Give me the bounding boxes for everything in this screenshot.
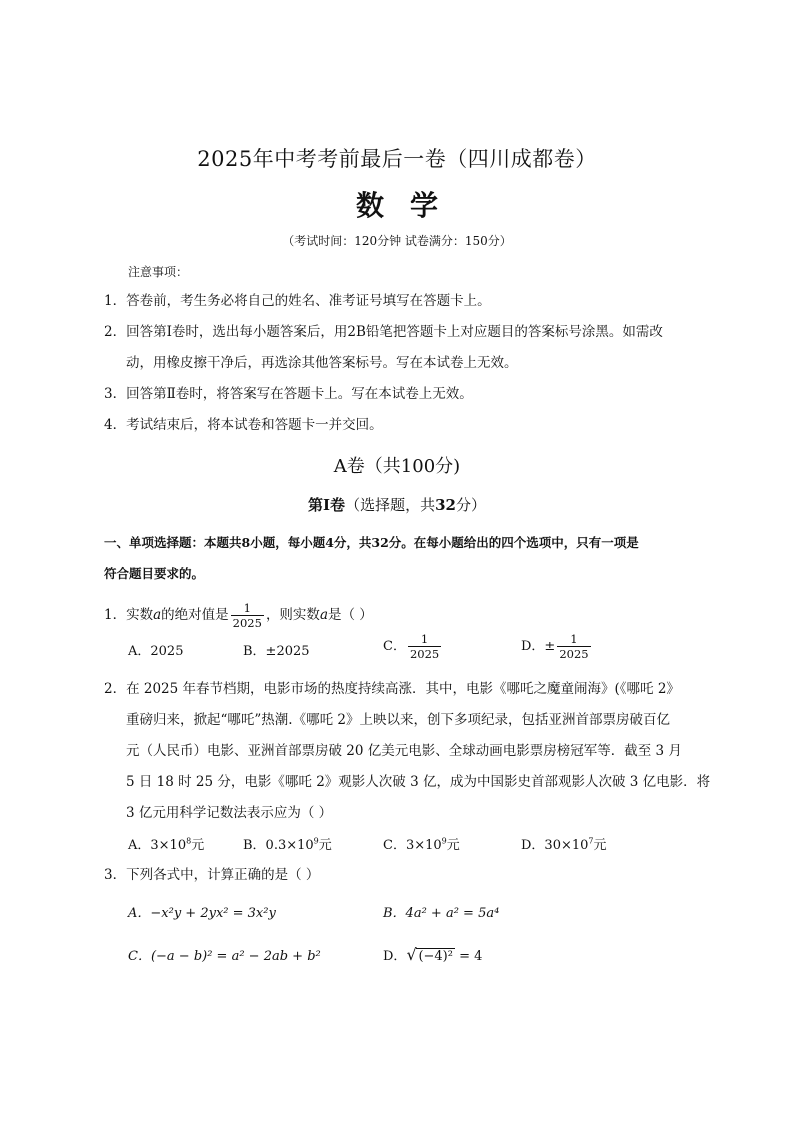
q1-option-a[interactable]: A．2025 xyxy=(128,644,184,659)
q1-mid: 的绝对值是 xyxy=(161,607,229,623)
notice-item-2: 2．回答第Ⅰ卷时，选出每小题答案后，用2B铅笔把答题卡上对应题目的答案标号涂黑。如需改 xyxy=(104,324,663,340)
q1-option-b[interactable]: B．±2025 xyxy=(243,644,310,659)
q2-option-b-unit: 元 xyxy=(318,838,332,853)
exam-title: 2025年中考考前最后一卷（四川成都卷） xyxy=(197,147,597,171)
q2-option-b-exp: 9 xyxy=(313,836,319,846)
section-a-heading: A卷（共100分) xyxy=(333,456,461,477)
exam-meta: （考试时间：120分钟 试卷满分：150分） xyxy=(282,234,512,248)
q2-line-4: 5 日 18 时 25 分，电影《哪吒 2》观影人次破 3 亿，成为中国影史首部观影人次破 3 亿电影．将 xyxy=(126,774,711,790)
q2-option-c-base: C．3×10 xyxy=(383,838,442,853)
notice-item-3: 3．回答第Ⅱ卷时，将答案写在答题卡上。写在本试卷上无效。 xyxy=(104,386,473,402)
section-1-score: 32 xyxy=(435,496,456,514)
q2-line-1: 2．在 2025 年春节档期，电影市场的热度持续高涨．其中，电影《哪吒之魔童闹海》(《哪吒 2》 xyxy=(104,681,680,697)
q1-suffix: ，则实数 xyxy=(265,607,320,623)
q1-option-c[interactable] xyxy=(383,632,443,661)
q1-frac-num: 1 xyxy=(231,601,264,616)
q1-option-d[interactable] xyxy=(521,632,593,661)
q1-frac-den: 2025 xyxy=(232,616,262,630)
q1-option-c-den: 2025 xyxy=(409,647,440,661)
q3-option-d-rest: = 4 xyxy=(454,949,483,964)
q2-line-2: 重磅归来，掀起“哪吒”热潮.《哪吒 2》上映以来，创下多项纪录，包括亚洲首部票房破百亿 xyxy=(126,712,670,728)
q3-stem: 3．下列各式中，计算正确的是（ ） xyxy=(104,867,320,883)
q1-end: 是（ ） xyxy=(328,607,373,623)
question-3 xyxy=(104,860,704,891)
q3-radicand: (−4)² xyxy=(418,949,453,964)
part-1-line-2: 符合题目要求的。 xyxy=(104,566,205,581)
notice-list xyxy=(104,286,704,441)
q3-option-c[interactable]: C．(−a − b)² = a² − 2ab + b² xyxy=(128,949,321,964)
q2-option-c[interactable] xyxy=(383,834,460,853)
q2-option-a-unit: 元 xyxy=(191,838,205,853)
q2-option-b[interactable] xyxy=(243,834,332,853)
q2-option-d[interactable] xyxy=(521,834,607,853)
q1-option-c-num: 1 xyxy=(408,632,441,647)
q2-option-b-base: B．0.3×10 xyxy=(243,838,314,853)
q2-option-d-base: D．30×10 xyxy=(521,838,589,853)
q1-option-c-fraction xyxy=(408,632,441,661)
q1-var-2: a xyxy=(319,607,328,623)
q1-option-d-num: 1 xyxy=(557,632,590,647)
part-1-instructions xyxy=(104,527,700,589)
q2-option-c-unit: 元 xyxy=(446,838,460,853)
q2-option-a-exp: 8 xyxy=(186,836,192,846)
notice-item-2-cont: 动，用橡皮擦干净后，再选涂其他答案标号。写在本试卷上无效。 xyxy=(126,355,518,371)
q3-option-d[interactable] xyxy=(383,945,482,964)
q1-prefix: 1．实数 xyxy=(104,607,154,623)
q1-option-c-label: C． xyxy=(383,639,406,654)
exam-subject: 数学 xyxy=(355,189,464,222)
q1-option-d-fraction xyxy=(557,632,590,661)
q2-option-d-exp: 7 xyxy=(588,836,594,846)
q2-line-5: 3 亿元用科学记数法表示应为（ ） xyxy=(126,805,333,821)
q1-option-d-den: 2025 xyxy=(559,647,589,661)
q2-option-a-base: A．3×10 xyxy=(128,838,187,853)
sqrt-radical-icon: √ xyxy=(406,945,417,964)
q3-option-b[interactable]: B．4a² + a² = 5a⁴ xyxy=(383,906,500,921)
notice-item-4: 4．考试结束后，将本试卷和答题卡一并交回。 xyxy=(104,417,383,433)
part-1-line-1: 一、单项选择题：本题共8小题，每小题4分，共32分。在每小题给出的四个选项中，只有一项是 xyxy=(104,535,639,550)
section-1-prefix: 第Ⅰ卷 xyxy=(308,496,346,514)
q1-option-d-label: D．± xyxy=(521,639,556,654)
notice-heading: 注意事项： xyxy=(128,265,189,279)
q1-var: a xyxy=(153,607,162,623)
q3-option-d-label: D． xyxy=(383,949,407,964)
question-1 xyxy=(104,593,704,637)
q2-option-c-exp: 9 xyxy=(441,836,447,846)
question-2 xyxy=(104,674,711,829)
q3-option-a[interactable]: A．−x²y + 2yx² = 3x²y xyxy=(128,906,276,921)
section-1-end: 分） xyxy=(455,496,486,514)
section-1-heading xyxy=(0,494,794,515)
q3-sqrt xyxy=(406,945,455,964)
q2-option-d-unit: 元 xyxy=(593,838,607,853)
q2-line-3: 元（人民币）电影、亚洲首部票房破 20 亿美元电影、全球动画电影票房榜冠军等．截至 3 月 xyxy=(126,743,682,759)
q2-option-a[interactable] xyxy=(128,834,204,853)
section-1-suffix: （选择题，共 xyxy=(345,496,436,514)
notice-item-1: 1．答卷前，考生务必将自己的姓名、准考证号填写在答题卡上。 xyxy=(104,293,491,309)
q1-fraction xyxy=(231,601,264,630)
